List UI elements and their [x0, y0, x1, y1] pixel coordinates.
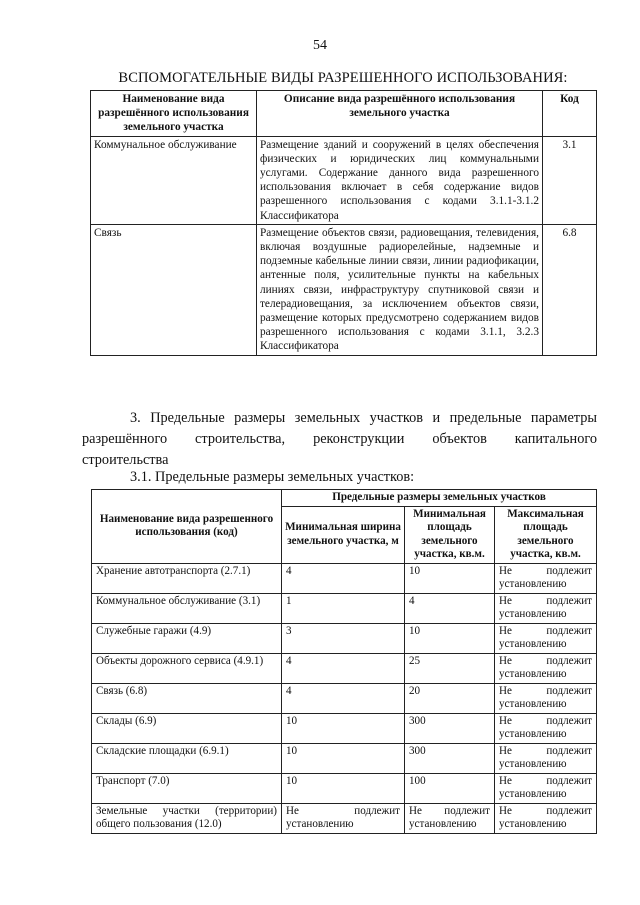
- table-row: [92, 713, 597, 743]
- not-subject-line: Не подлежит: [499, 654, 593, 667]
- min-area-value: 10: [405, 623, 495, 653]
- table-row: [92, 743, 597, 773]
- use-description: Размещение объектов связи, радиовещания, телевидения, включая воздушные радиорелейные, надземные и подземные кабельные линии связи, линии радиофикации, антенные поля, усилительные пункты на кабельных линиях связи, инфраструктуру спутниковой связи и телерадиовещания, за исключением объектов связи, размещение которых предусмотрено содержанием видов разрешенного использования с кодами 3.1.1, 3.2.3 Классификатора: [257, 224, 543, 355]
- header-description: Описание вида разрешённого использования земельного участка: [257, 91, 543, 137]
- use-code: 3.1: [543, 136, 597, 224]
- table-row: [91, 136, 597, 224]
- header-min-width: Минимальная ширина земельного участка, м: [282, 506, 405, 563]
- max-area-value: Не подлежит установлению: [495, 683, 597, 713]
- min-width-value: 4: [282, 683, 405, 713]
- min-width-value: 10: [282, 773, 405, 803]
- use-name: Служебные гаражи (4.9): [92, 623, 282, 653]
- max-area-value: Не подлежит установлению: [495, 743, 597, 773]
- paragraph-3: [82, 408, 597, 471]
- not-subject-line: Не подлежит: [499, 684, 593, 697]
- paragraph-3-last: строительства: [82, 452, 169, 468]
- max-area-value: Не подлежит установлению: [495, 653, 597, 683]
- section-title: ВСПОМОГАТЕЛЬНЫЕ ВИДЫ РАЗРЕШЕННОГО ИСПОЛЬЗОВАНИЯ:: [118, 70, 568, 86]
- table-row: [92, 623, 597, 653]
- not-subject-line: Не подлежит: [499, 804, 593, 817]
- header-name: Наименование вида разрешённого использования земельного участка: [91, 91, 257, 137]
- not-subject-line: Не подлежит: [499, 744, 593, 757]
- table-header-row: [91, 91, 597, 137]
- header-code: Код: [543, 91, 597, 137]
- paragraph-3-1: 3.1. Предельные размеры земельных участков:: [130, 469, 415, 485]
- header-min-area: Минимальная площадь земельного участка, кв.м.: [405, 506, 495, 563]
- max-area-value: Не подлежит установлению: [495, 713, 597, 743]
- not-subject-line: Не подлежит: [499, 774, 593, 787]
- max-area-value: Не подлежит установлению: [495, 593, 597, 623]
- header-size-limits: Предельные размеры земельных участков: [282, 490, 597, 507]
- use-name: Хранение автотранспорта (2.7.1): [92, 563, 282, 593]
- table-row: [92, 653, 597, 683]
- table-row: [92, 803, 597, 833]
- header-max-area: Максимальная площадь земельного участка, кв.м.: [495, 506, 597, 563]
- not-subject-line: Не подлежит: [499, 624, 593, 637]
- not-subject-line: Не подлежит: [286, 804, 400, 817]
- max-area-value: Не подлежит установлению: [495, 773, 597, 803]
- paragraph-3-main: 3. Предельные размеры земельных участков и предельные параметры разрешённого строительства, реконструкции объектов капитального: [82, 410, 597, 447]
- use-name: Транспорт (7.0): [92, 773, 282, 803]
- use-name: Земельные участки (территории) общего пользования (12.0): [92, 803, 282, 833]
- min-area-value: 25: [405, 653, 495, 683]
- use-description: Размещение зданий и сооружений в целях обеспечения физических и юридических лиц коммунальными услугами. Содержание данного вида разрешенного использования включает в себя содержание видов разрешенного использования с кодами 3.1.1-3.1.2 Классификатора: [257, 136, 543, 224]
- plot-size-limits-table: [91, 489, 597, 834]
- min-area-value: 100: [405, 773, 495, 803]
- table-row: [92, 563, 597, 593]
- use-name: Коммунальное обслуживание: [91, 136, 257, 224]
- not-subject-line: Не подлежит: [409, 804, 490, 817]
- min-width-value: 10: [282, 713, 405, 743]
- header-use-name: Наименование вида разрешенного использования (код): [92, 490, 282, 564]
- use-name: Объекты дорожного сервиса (4.9.1): [92, 653, 282, 683]
- min-area-value: 10: [405, 563, 495, 593]
- min-area-value: 20: [405, 683, 495, 713]
- min-width-value: 4: [282, 563, 405, 593]
- max-area-value: Не подлежит установлению: [495, 803, 597, 833]
- not-subject-line: Не подлежит: [499, 594, 593, 607]
- not-subject-line: Не подлежит: [499, 564, 593, 577]
- page-number: 54: [313, 38, 327, 53]
- table-row: [92, 773, 597, 803]
- use-name: Склады (6.9): [92, 713, 282, 743]
- min-width-value: 10: [282, 743, 405, 773]
- use-name: Коммунальное обслуживание (3.1): [92, 593, 282, 623]
- table-row: [92, 683, 597, 713]
- min-width-value: 1: [282, 593, 405, 623]
- use-name: Складские площадки (6.9.1): [92, 743, 282, 773]
- use-code: 6.8: [543, 224, 597, 355]
- table-row: [91, 224, 597, 355]
- min-width-value: 4: [282, 653, 405, 683]
- min-width-value: Не подлежит установлению: [282, 803, 405, 833]
- use-name: Связь: [91, 224, 257, 355]
- table-row: [92, 593, 597, 623]
- not-subject-line: Не подлежит: [499, 714, 593, 727]
- min-area-value: 300: [405, 713, 495, 743]
- max-area-value: Не подлежит установлению: [495, 623, 597, 653]
- use-name: Связь (6.8): [92, 683, 282, 713]
- table-header-row: [92, 490, 597, 507]
- min-area-value: Не подлежит установлению: [405, 803, 495, 833]
- min-area-value: 4: [405, 593, 495, 623]
- min-width-value: 3: [282, 623, 405, 653]
- auxiliary-uses-table: [90, 90, 597, 356]
- min-area-value: 300: [405, 743, 495, 773]
- max-area-value: Не подлежит установлению: [495, 563, 597, 593]
